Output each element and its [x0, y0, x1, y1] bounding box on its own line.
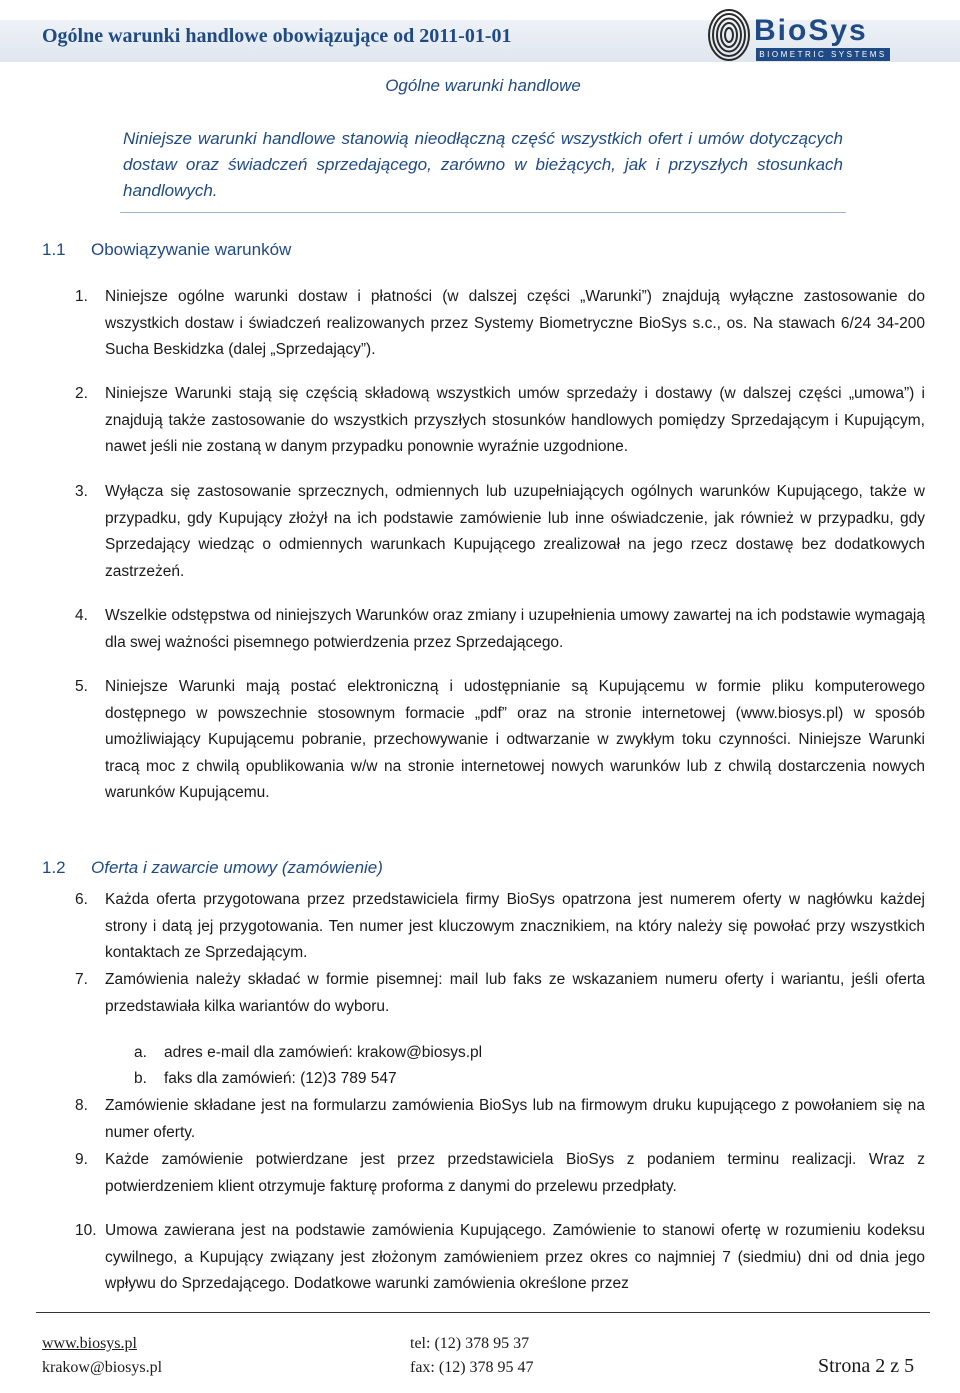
list-item	[75, 284, 925, 364]
intro-paragraph: Niniejsze warunki handlowe stanowią nieodłączną część wszystkich ofert i umów dotyczących dostaw oraz świadczeń sprzedającego, zarówno w bieżących, jak i przyszłych stosunkach handlowych.	[123, 129, 843, 200]
section-title: Oferta i zawarcie umowy (zamówienie)	[91, 858, 383, 877]
website-link[interactable]: www.biosys.pl	[42, 1335, 137, 1352]
sub-list-item	[134, 1040, 482, 1067]
item-text: Umowa zawierana jest na podstawie zamówienia Kupującego. Zamówienie to stanowi ofertę w rozumieniu kodeksu cywilnego, a Kupujący związany jest złożonym zamówieniem przez okres co najmniej 7 (siedmiu) dni od dnia jego wpływu do Sprzedającego. Dodatkowe warunki zamówienia określone przez	[105, 1222, 925, 1293]
item-number: 5.	[75, 678, 88, 695]
footer-website[interactable]	[42, 1335, 137, 1353]
fingerprint-icon	[706, 8, 752, 62]
page-number: Strona 2 z 5	[818, 1355, 915, 1377]
intro-divider	[120, 212, 846, 213]
sub-item-letter: b.	[134, 1070, 147, 1087]
item-text: Wyłącza się zastosowanie sprzecznych, odmiennych lub uzupełniających ogólnych warunków Kupującego, także w przypadku, gdy Kupujący złożył na ich podstawie zamówienie lub inne oświadczenie, jak również w przypadku, gdy Sprzedający wiedząc o odmiennych warunkach Kupującego zrealizował na jego rzecz dostawę bez dodatkowych zastrzeżeń.	[105, 483, 925, 580]
header-title: Ogólne warunki handlowe obowiązujące od 2011-01-01	[42, 25, 512, 47]
sub-item-text: faks dla zamówień: (12)3 789 547	[164, 1070, 397, 1087]
item-text: Każde zamówienie potwierdzane jest przez przedstawiciela BioSys z podaniem terminu realizacji. Wraz z potwierdzeniem klient otrzymuje fakturę proforma z danymi do przelewu przedpłaty.	[105, 1151, 925, 1195]
footer-divider	[36, 1312, 930, 1313]
item-number: 4.	[75, 607, 88, 624]
list-item	[75, 479, 925, 585]
item-number: 7.	[75, 971, 88, 988]
section-number: 1.2	[42, 858, 66, 877]
item-number: 2.	[75, 385, 88, 402]
item-number: 6.	[75, 891, 88, 908]
biosys-logo	[706, 8, 890, 64]
footer-fax: fax: (12) 378 95 47	[410, 1359, 534, 1376]
item-text: Każda oferta przygotowana przez przedstawiciela firmy BioSys opatrzona jest numerem oferty w nagłówku każdej strony i datą jej przygotowania. Ten numer jest kluczowym znacznikiem, na który należy się powołać przy wszystkich kontaktach ze Sprzedającym.	[105, 891, 925, 962]
logo-subtitle: BIOMETRIC SYSTEMS	[756, 48, 890, 61]
item-number: 3.	[75, 483, 88, 500]
item-text: Wszelkie odstępstwa od niniejszych Warunków oraz zmiany i uzupełnienia umowy zawartej na ich podstawie wymagają dla swej ważności pisemnego potwierdzenia przez Sprzedającego.	[105, 607, 925, 651]
list-item	[75, 1093, 925, 1146]
item-number: 8.	[75, 1097, 88, 1114]
item-text: Niniejsze Warunki mają postać elektroniczną i udostępnianie są Kupującemu w formie pliku komputerowego dostępnego w powszechnie stosownym formacie „pdf” oraz na stronie internetowej (www.biosys.pl) w sposób umożliwiający Kupującemu pobranie, przechowywanie i odtwarzanie w zwykłym toku czynności. Niniejsze Warunki tracą moc z chwilą opublikowania w/w na stronie internetowej nowych warunków lub z chwilą dostarczenia nowych warunków Kupującemu.	[105, 678, 925, 802]
sub-item-text: adres e-mail dla zamówień: krakow@biosys.pl	[164, 1044, 483, 1061]
list-item	[75, 381, 925, 461]
section-title: Obowiązywanie warunków	[91, 240, 292, 259]
item-text: Niniejsze Warunki stają się częścią składową wszystkich umów sprzedaży i dostawy (w dalszej części „umowa”) i znajdują także zastosowanie do wszystkich przyszłych stosunków handlowych pomiędzy Sprzedającym i Kupującym, nawet jeśli nie zostaną w danym przypadku ponownie wyraźnie uzgodnione.	[105, 385, 925, 456]
item-text: Zamówienie składane jest na formularzu zamówienia BioSys lub na firmowym druku kupującego z powołaniem się na numer oferty.	[105, 1097, 925, 1141]
list-item	[75, 967, 925, 1020]
sub-item-letter: a.	[134, 1044, 147, 1061]
item-number: 9.	[75, 1151, 88, 1168]
footer-tel: tel: (12) 378 95 37	[410, 1335, 530, 1352]
list-item	[75, 887, 925, 967]
item-number: 1.	[75, 288, 88, 305]
section-heading-1-2	[42, 858, 383, 878]
list-item	[75, 603, 925, 656]
logo-text: BioSys	[754, 14, 868, 47]
list-item	[75, 1218, 925, 1298]
document-heading: Ogólne warunki handlowe	[385, 76, 581, 95]
sub-list-item	[134, 1066, 397, 1093]
section-heading-1-1	[42, 240, 291, 260]
item-number: 10.	[75, 1222, 97, 1239]
section-number: 1.1	[42, 240, 66, 259]
footer-email[interactable]: krakow@biosys.pl	[42, 1359, 163, 1376]
page-header	[0, 0, 960, 74]
list-item	[75, 1147, 925, 1200]
item-text: Niniejsze ogólne warunki dostaw i płatności (w dalszej części „Warunki”) znajdują wyłączne zastosowanie do wszystkich dostaw i świadczeń realizowanych przez Systemy Biometryczne BioSys s.c., os. Na stawach 6/24 34-200 Sucha Beskidzka (dalej „Sprzedający”).	[105, 288, 925, 359]
list-item	[75, 674, 925, 807]
item-text: Zamówienia należy składać w formie pisemnej: mail lub faks ze wskazaniem numeru oferty i wariantu, jeśli oferta przedstawiała kilka wariantów do wyboru.	[105, 971, 925, 1015]
